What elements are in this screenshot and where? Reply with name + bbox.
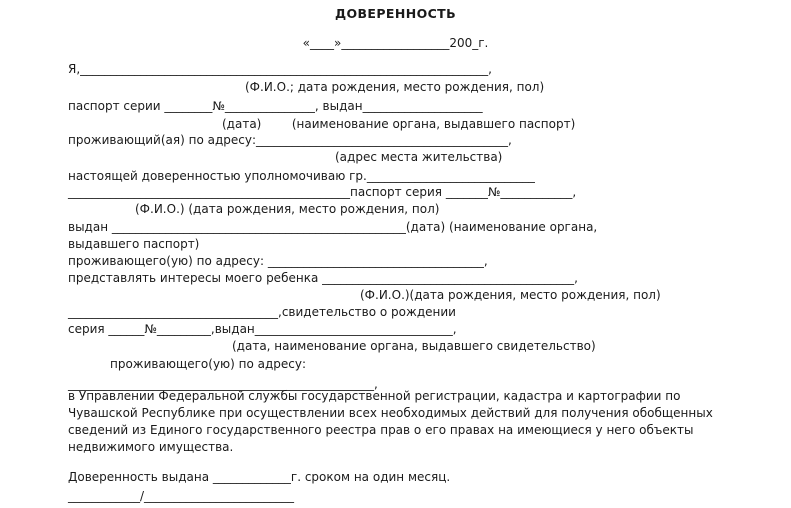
line-issued-by: выдан _________________________________________________(дата) (наименование органа, [68, 220, 598, 234]
label-residence-address: (адрес места жительства) [335, 150, 503, 164]
line-validity-period: Доверенность выдана _____________г. сроком на один месяц. [68, 470, 451, 484]
signature-line: ____________/_________________________ [68, 489, 295, 503]
line-authorize-citizen: настоящей доверенностью уполномочиваю гр.____________________________ [68, 169, 535, 183]
label-fio-birth-place-gender-1: (Ф.И.О.; дата рождения, место рождения, пол) [245, 80, 545, 94]
line-child-residing-address: проживающего(ую) по адресу: [110, 357, 307, 371]
line-birth-certificate: ___________________________________,свидетельство о рождении [68, 305, 456, 319]
main-paragraph [68, 388, 713, 456]
label-certificate-date-authority: (дата, наименование органа, выдавшего свидетельство) [232, 339, 596, 353]
line-certificate-series-issued: серия ______№_________,выдан_________________________________, [68, 322, 457, 336]
main-paragraph-line-2: Чувашской Республике при осуществлении всех необходимых действий для получения обобщенных [68, 406, 713, 420]
line-residing-address: проживающий(ая) по адресу:__________________________________________, [68, 133, 512, 147]
main-paragraph-line-3: сведений из Единого государственного реестра прав о его правах на имеющиеся у него объекты [68, 423, 694, 437]
main-paragraph-line-1: в Управлении Федеральной службы государственной регистрации, кадастра и картографии по [68, 389, 681, 403]
line-blank-passport-series: _______________________________________________паспорт серия _______№____________, [68, 185, 577, 199]
main-paragraph-line-4: недвижимого имущества. [68, 440, 234, 454]
page-title: ДОВЕРЕННОСТЬ [334, 6, 457, 21]
line-representative-residing: проживающего(ую) по адресу: ____________________________________, [68, 254, 488, 268]
date-stamp-line: «____»__________________200_г. [302, 36, 489, 50]
line-passport-series: паспорт серии ________№_______________, выдан____________________ [68, 99, 483, 113]
line-issued-by-continued: выдавшего паспорт) [68, 237, 200, 251]
line-represent-child-interests: представлять интересы моего ребенка __________________________________________, [68, 271, 578, 285]
label-fio-birth-place-gender-3: (Ф.И.О.)(дата рождения, место рождения, пол) [360, 288, 661, 302]
line-blank-long-address: ___________________________________________________, [68, 377, 378, 391]
label-fio-birth-place-gender-2: (Ф.И.О.) (дата рождения, место рождения, пол) [135, 202, 440, 216]
label-date-issuing-authority: (дата) (наименование органа, выдавшего паспорт) [222, 117, 576, 131]
line-declarant-ya: Я,____________________________________________________________________, [68, 62, 492, 76]
